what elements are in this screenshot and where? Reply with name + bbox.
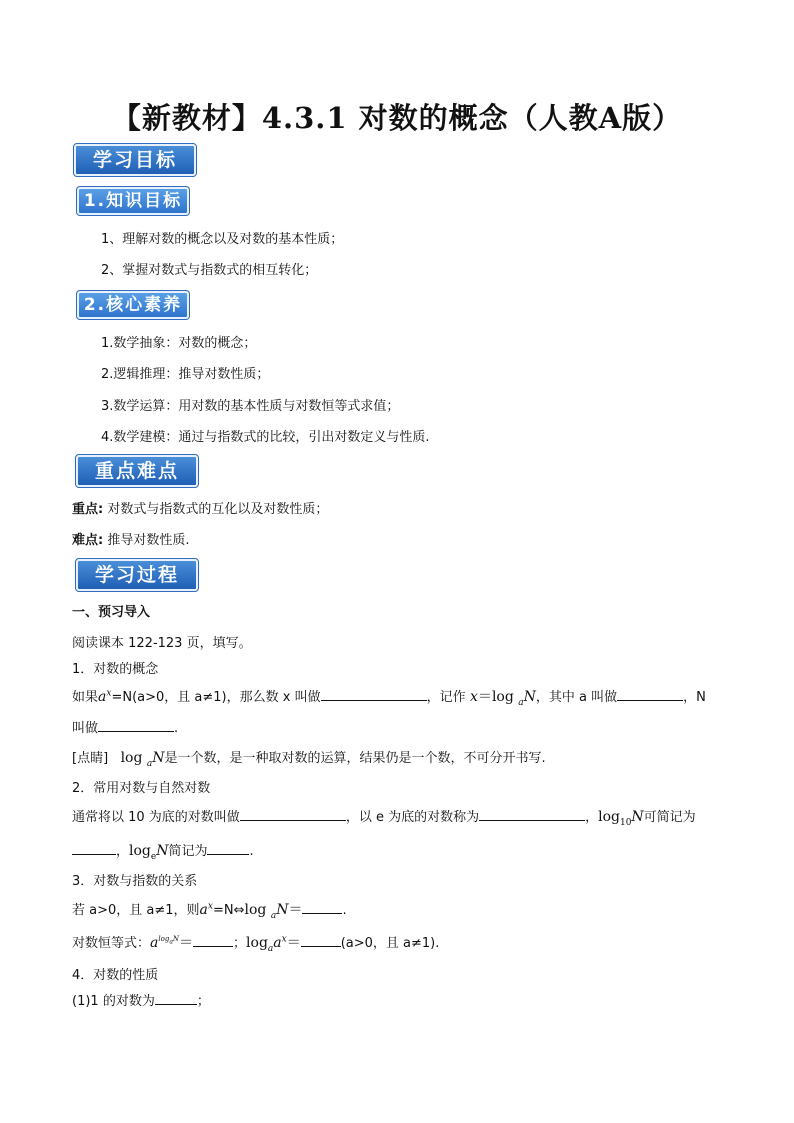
blank-log-one[interactable]	[155, 990, 197, 1005]
difficulty-label: 难点:	[72, 533, 104, 548]
blank-log-name[interactable]	[321, 686, 427, 701]
heading-log-properties: 4．对数的性质	[72, 968, 159, 983]
line-log-of-one: (1)1 的对数为 ；	[72, 990, 210, 1009]
blank-identity-2[interactable]	[301, 932, 341, 947]
blank-natural-log[interactable]	[479, 806, 585, 821]
literacy-item-4: 4.数学建模：通过与指数式的比较，引出对数定义与性质.	[101, 430, 430, 445]
key-focus	[72, 498, 328, 517]
heading-log-concept: 1．对数的概念	[72, 662, 159, 677]
heading-common-natural-log: 2．常用对数与自然对数	[72, 781, 211, 796]
blank-antilog-name[interactable]	[98, 717, 174, 732]
heading-log-exp-relation: 3．对数与指数的关系	[72, 874, 198, 889]
line-natural-log: ，$\log_eN$简记为 .	[72, 840, 254, 862]
blank-ln[interactable]	[207, 840, 249, 855]
knowledge-item-2: 2、掌握对数式与指数式的相互转化；	[101, 263, 318, 278]
line-log-identity: 对数恒等式：$a^{log_aN}=$ ；$\log_aa^x= (a>0$，且 a≠1).	[72, 932, 439, 954]
tip-note: [点睛] log $_a$N是一个数，是一种取对数的运算，结果仍是一个数，不可分开书写.	[72, 750, 546, 769]
knowledge-item-1: 1、理解对数的概念以及对数的基本性质；	[101, 232, 344, 247]
line-antilog-name: 叫做 .	[72, 717, 178, 736]
line-log-definition: 如果$a^x=N(a>0$，且 a≠1)，那么数 x 叫做 ，记作 x＝log $_a$N，其中 a 叫做 ，N	[72, 686, 706, 708]
focus-text: 对数式与指数式的互化以及对数性质；	[107, 502, 329, 517]
difficulty-text: 推导对数性质.	[107, 533, 190, 548]
blank-relation[interactable]	[302, 899, 342, 914]
read-instruction: 阅读课本 122-123 页，填写。	[72, 636, 252, 651]
blank-lg[interactable]	[72, 840, 116, 855]
literacy-item-3: 3.数学运算：用对数的基本性质与对数恒等式求值；	[101, 399, 400, 414]
blank-identity-1[interactable]	[193, 932, 233, 947]
badge-learning-goals: 学习目标	[74, 144, 196, 176]
badge-knowledge-goals: 1.知识目标	[77, 187, 189, 215]
badge-key-points: 重点难点	[76, 455, 198, 487]
line-log-exp-relation: 若 a>0，且 a≠1，则$a^x=N\Leftrightarrow\log$ $_a$N＝ .	[72, 899, 347, 921]
blank-common-log[interactable]	[240, 806, 346, 821]
blank-base-name[interactable]	[617, 686, 683, 701]
badge-core-literacy: 2.核心素养	[77, 291, 189, 319]
section-preview: 一、预习导入	[72, 605, 151, 620]
page-title: 【新教材】4.3.1 对数的概念（人教A版）	[111, 101, 683, 135]
badge-learning-process: 学习过程	[76, 559, 198, 591]
focus-label: 重点:	[72, 502, 104, 517]
line-common-log: 通常将以 10 为底的对数叫做 ，以 e 为底的对数称为 ，$\log_{10}N$可简记为	[72, 806, 696, 828]
literacy-item-2: 2.逻辑推理：推导对数性质；	[101, 367, 270, 382]
key-difficulty	[72, 529, 189, 548]
literacy-item-1: 1.数学抽象：对数的概念；	[101, 336, 257, 351]
